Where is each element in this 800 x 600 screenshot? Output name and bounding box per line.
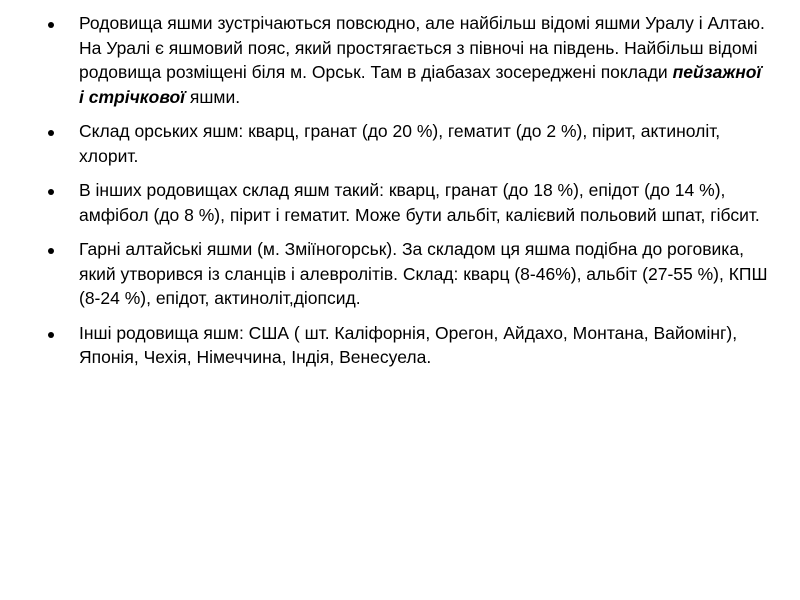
bullet-dot-icon [48, 248, 54, 254]
bullet-item-3 [48, 178, 768, 227]
bullet-4-text: Гарні алтайські яшми (м. Зміїногорськ). За складом ця яшма подібна до роговика, який утворився із сланців і алевролітів. Склад: кварц (8-46%), альбіт (27-55 %), КПШ (8-24 %), епідот, актиноліт,діопсид. [79, 239, 768, 308]
bullet-dot-icon [48, 189, 54, 195]
bullet-1-emphasis: пейзажної і стрічкової [79, 62, 762, 107]
bullet-item-2 [48, 119, 768, 168]
bullet-3-text: В інших родовищах склад яшм такий: кварц, гранат (до 18 %), епідот (до 14 %), амфібол (до 8 %), пірит і гематит. Може бути альбіт, калієвий польовий шпат, гібсит. [79, 180, 760, 225]
bullet-dot-icon [48, 130, 54, 136]
bullet-5-text: Інші родовища яшм: США ( шт. Каліфорнія, Орегон, Айдахо, Монтана, Вайомінг), Японія, Чехія, Німеччина, Індія, Венесуела. [79, 322, 738, 367]
bullet-dot-icon [48, 22, 54, 28]
bullet-item-4 [48, 237, 768, 311]
bullet-item-1 [48, 11, 768, 109]
bullet-1-text-end: яшми. [185, 86, 241, 107]
bullet-item-5 [48, 321, 768, 370]
bullet-list [48, 11, 768, 380]
bullet-2-text: Склад орських яшм: кварц, гранат (до 20 %), гематит (до 2 %), пірит, актиноліт, хлорит. [79, 121, 721, 166]
bullet-1-text-start: Родовища яшми зустрічаються повсюдно, але найбільш відомі яшми Уралу і Алтаю. На Уралі є яшмовий пояс, який простягається з півночі на південь. Найбільш відомі родовища розміщені біля м. Орськ. Там в діабазах зосереджені поклади [79, 13, 765, 82]
bullet-dot-icon [48, 332, 54, 338]
